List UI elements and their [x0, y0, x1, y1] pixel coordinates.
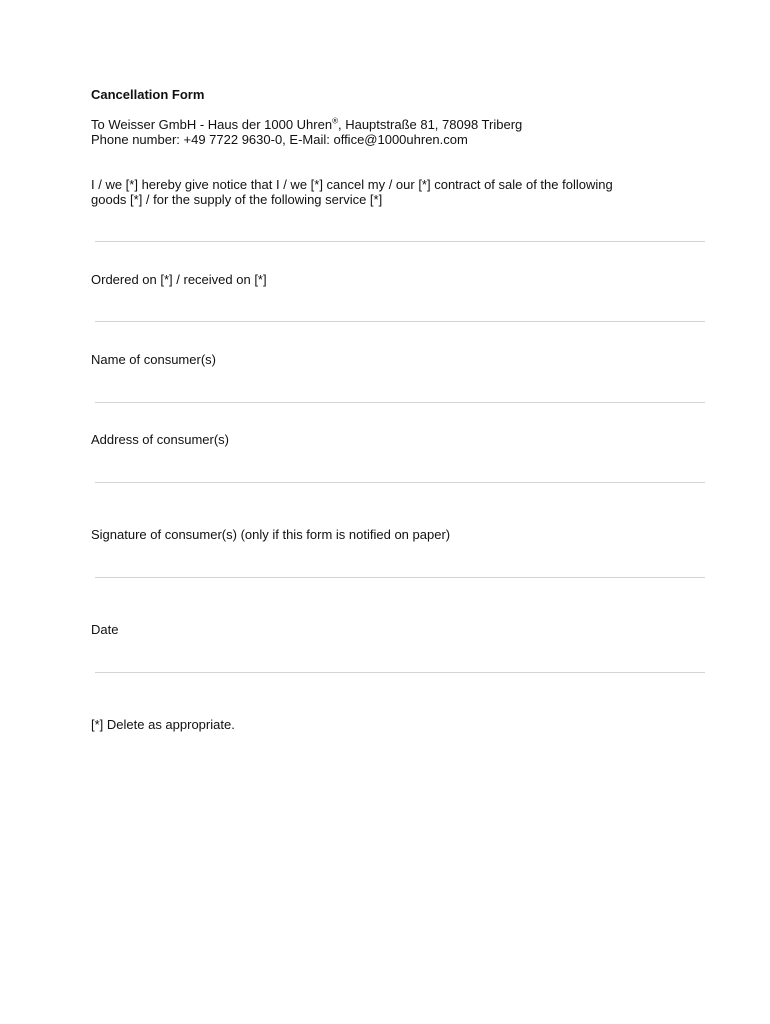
recipient-street: , Hauptstraße 81, 78098 Triberg [337, 117, 523, 132]
consumer-address-entry-line[interactable] [95, 482, 705, 483]
ordered-received-label: Ordered on [*] / received on [*] [91, 272, 267, 287]
ordered-received-entry-line[interactable] [95, 321, 705, 322]
notice-text-line-2: goods [*] / for the supply of the following service [*] [91, 192, 383, 207]
recipient-contact: Phone number: +49 7722 9630-0, E-Mail: office@1000uhren.com [91, 132, 468, 147]
consumer-signature-entry-line[interactable] [95, 577, 705, 578]
footnote: [*] Delete as appropriate. [91, 717, 235, 732]
date-entry-line[interactable] [95, 672, 705, 673]
date-label: Date [91, 622, 119, 637]
form-title: Cancellation Form [91, 87, 205, 102]
recipient-address [91, 117, 522, 132]
recipient-name: To Weisser GmbH - Haus der 1000 Uhren [91, 117, 333, 132]
goods-entry-line[interactable] [95, 241, 705, 242]
consumer-name-entry-line[interactable] [95, 402, 705, 403]
registered-mark: ® [332, 116, 338, 126]
notice-text-line-1: I / we [*] hereby give notice that I / we [*] cancel my / our [*] contract of sale of the following [91, 177, 613, 192]
consumer-address-label: Address of consumer(s) [91, 432, 229, 447]
consumer-signature-label: Signature of consumer(s) (only if this form is notified on paper) [91, 527, 451, 542]
consumer-name-label: Name of consumer(s) [91, 352, 216, 367]
